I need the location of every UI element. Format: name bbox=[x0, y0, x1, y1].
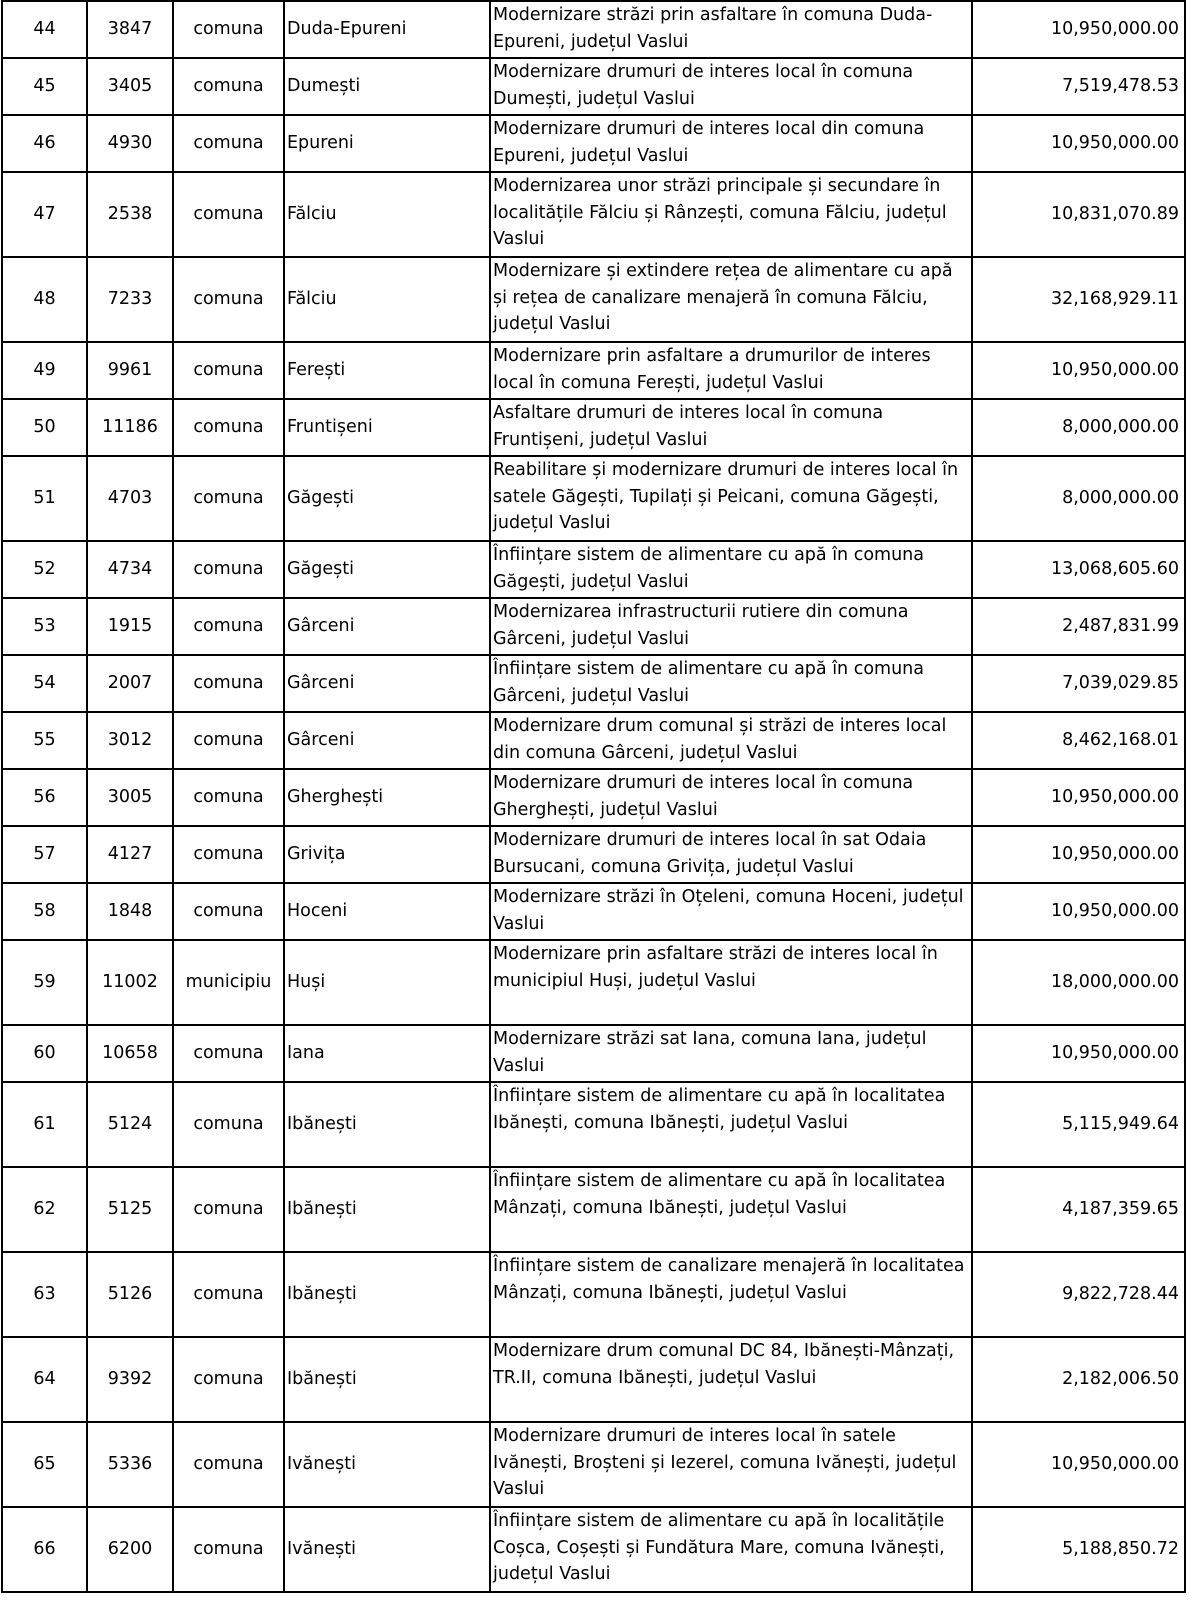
project-cell: Modernizare drum comunal și străzi de interes local din comuna Gârceni, județul Vaslui bbox=[490, 712, 972, 769]
locality-cell: Huși bbox=[284, 940, 490, 1025]
unit-type-cell: comuna bbox=[173, 399, 284, 456]
id-cell: 9392 bbox=[87, 1337, 173, 1422]
row-number-cell: 44 bbox=[2, 1, 87, 58]
amount-cell: 10,950,000.00 bbox=[972, 883, 1185, 940]
row-number-cell: 58 bbox=[2, 883, 87, 940]
investment-table bbox=[1, 0, 1186, 1593]
amount-cell: 4,187,359.65 bbox=[972, 1167, 1185, 1252]
row-number-cell: 47 bbox=[2, 172, 87, 257]
row-number-cell: 55 bbox=[2, 712, 87, 769]
locality-cell: Ibănești bbox=[284, 1167, 490, 1252]
row-number-cell: 56 bbox=[2, 769, 87, 826]
locality-cell: Ivănești bbox=[284, 1422, 490, 1507]
table-row bbox=[2, 342, 1185, 399]
table-row bbox=[2, 257, 1185, 342]
unit-type-cell: comuna bbox=[173, 456, 284, 541]
id-cell: 6200 bbox=[87, 1507, 173, 1592]
locality-cell: Ibănești bbox=[284, 1082, 490, 1167]
row-number-cell: 46 bbox=[2, 115, 87, 172]
row-number-cell: 60 bbox=[2, 1025, 87, 1082]
locality-cell: Ibănești bbox=[284, 1252, 490, 1337]
locality-cell: Iana bbox=[284, 1025, 490, 1082]
amount-cell: 10,950,000.00 bbox=[972, 826, 1185, 883]
unit-type-cell: comuna bbox=[173, 115, 284, 172]
unit-type-cell: comuna bbox=[173, 1082, 284, 1167]
id-cell: 5336 bbox=[87, 1422, 173, 1507]
locality-cell: Fruntișeni bbox=[284, 399, 490, 456]
table-row bbox=[2, 58, 1185, 115]
unit-type-cell: comuna bbox=[173, 655, 284, 712]
table-row bbox=[2, 1, 1185, 58]
table-row bbox=[2, 712, 1185, 769]
table-row bbox=[2, 1025, 1185, 1082]
amount-cell: 10,950,000.00 bbox=[972, 1422, 1185, 1507]
amount-cell: 10,950,000.00 bbox=[972, 1025, 1185, 1082]
unit-type-cell: comuna bbox=[173, 342, 284, 399]
id-cell: 5124 bbox=[87, 1082, 173, 1167]
id-cell: 5126 bbox=[87, 1252, 173, 1337]
id-cell: 3012 bbox=[87, 712, 173, 769]
locality-cell: Ivănești bbox=[284, 1507, 490, 1592]
id-cell: 4127 bbox=[87, 826, 173, 883]
project-cell: Modernizare drumuri de interes local în sat Odaia Bursucani, comuna Grivița, județul Vaslui bbox=[490, 826, 972, 883]
unit-type-cell: comuna bbox=[173, 1422, 284, 1507]
locality-cell: Duda-Epureni bbox=[284, 1, 490, 58]
table-row bbox=[2, 1337, 1185, 1422]
unit-type-cell: comuna bbox=[173, 1167, 284, 1252]
table-row bbox=[2, 655, 1185, 712]
amount-cell: 10,831,070.89 bbox=[972, 172, 1185, 257]
locality-cell: Găgești bbox=[284, 541, 490, 598]
locality-cell: Gârceni bbox=[284, 655, 490, 712]
row-number-cell: 62 bbox=[2, 1167, 87, 1252]
locality-cell: Gârceni bbox=[284, 598, 490, 655]
row-number-cell: 50 bbox=[2, 399, 87, 456]
amount-cell: 9,822,728.44 bbox=[972, 1252, 1185, 1337]
row-number-cell: 45 bbox=[2, 58, 87, 115]
locality-cell: Gherghești bbox=[284, 769, 490, 826]
row-number-cell: 53 bbox=[2, 598, 87, 655]
unit-type-cell: comuna bbox=[173, 58, 284, 115]
project-cell: Reabilitare și modernizare drumuri de interes local în satele Găgești, Tupilați și Peicani, comuna Găgești, județul Vaslui bbox=[490, 456, 972, 541]
id-cell: 4930 bbox=[87, 115, 173, 172]
project-cell: Modernizarea unor străzi principale și secundare în localitățile Fălciu și Rânzești, comuna Fălciu, județul Vaslui bbox=[490, 172, 972, 257]
unit-type-cell: comuna bbox=[173, 172, 284, 257]
id-cell: 1848 bbox=[87, 883, 173, 940]
table-row bbox=[2, 1507, 1185, 1592]
id-cell: 3005 bbox=[87, 769, 173, 826]
unit-type-cell: comuna bbox=[173, 257, 284, 342]
row-number-cell: 59 bbox=[2, 940, 87, 1025]
amount-cell: 10,950,000.00 bbox=[972, 115, 1185, 172]
project-cell: Modernizare prin asfaltare străzi de interes local în municipiul Huși, județul Vaslui bbox=[490, 940, 972, 1025]
table-row bbox=[2, 883, 1185, 940]
amount-cell: 32,168,929.11 bbox=[972, 257, 1185, 342]
locality-cell: Hoceni bbox=[284, 883, 490, 940]
id-cell: 5125 bbox=[87, 1167, 173, 1252]
project-cell: Modernizare străzi în Oțeleni, comuna Hoceni, județul Vaslui bbox=[490, 883, 972, 940]
amount-cell: 8,462,168.01 bbox=[972, 712, 1185, 769]
amount-cell: 10,950,000.00 bbox=[972, 769, 1185, 826]
amount-cell: 7,519,478.53 bbox=[972, 58, 1185, 115]
row-number-cell: 48 bbox=[2, 257, 87, 342]
amount-cell: 13,068,605.60 bbox=[972, 541, 1185, 598]
project-cell: Înființare sistem de alimentare cu apă în comuna Gârceni, județul Vaslui bbox=[490, 655, 972, 712]
unit-type-cell: comuna bbox=[173, 1252, 284, 1337]
unit-type-cell: comuna bbox=[173, 769, 284, 826]
table-row bbox=[2, 115, 1185, 172]
locality-cell: Găgești bbox=[284, 456, 490, 541]
row-number-cell: 54 bbox=[2, 655, 87, 712]
amount-cell: 8,000,000.00 bbox=[972, 399, 1185, 456]
table-row bbox=[2, 826, 1185, 883]
id-cell: 11186 bbox=[87, 399, 173, 456]
unit-type-cell: comuna bbox=[173, 712, 284, 769]
unit-type-cell: comuna bbox=[173, 541, 284, 598]
locality-cell: Fălciu bbox=[284, 257, 490, 342]
id-cell: 1915 bbox=[87, 598, 173, 655]
id-cell: 10658 bbox=[87, 1025, 173, 1082]
project-cell: Asfaltare drumuri de interes local în comuna Fruntișeni, județul Vaslui bbox=[490, 399, 972, 456]
id-cell: 4703 bbox=[87, 456, 173, 541]
project-cell: Înființare sistem de alimentare cu apă în localitățile Coșca, Coșești și Fundătura Mare, comuna Ivănești, județul Vaslui bbox=[490, 1507, 972, 1592]
project-cell: Modernizare drumuri de interes local în comuna Dumești, județul Vaslui bbox=[490, 58, 972, 115]
table-row bbox=[2, 769, 1185, 826]
locality-cell: Ibănești bbox=[284, 1337, 490, 1422]
row-number-cell: 52 bbox=[2, 541, 87, 598]
unit-type-cell: comuna bbox=[173, 598, 284, 655]
row-number-cell: 57 bbox=[2, 826, 87, 883]
row-number-cell: 64 bbox=[2, 1337, 87, 1422]
row-number-cell: 65 bbox=[2, 1422, 87, 1507]
project-cell: Modernizare drumuri de interes local în comuna Gherghești, județul Vaslui bbox=[490, 769, 972, 826]
locality-cell: Ferești bbox=[284, 342, 490, 399]
project-cell: Modernizare drumuri de interes local în satele Ivănești, Broșteni și Iezerel, comuna Ivănești, județul Vaslui bbox=[490, 1422, 972, 1507]
project-cell: Înființare sistem de canalizare menajeră în localitatea Mânzați, comuna Ibănești, județul Vaslui bbox=[490, 1252, 972, 1337]
id-cell: 2538 bbox=[87, 172, 173, 257]
amount-cell: 18,000,000.00 bbox=[972, 940, 1185, 1025]
table-row bbox=[2, 172, 1185, 257]
id-cell: 2007 bbox=[87, 655, 173, 712]
project-cell: Modernizare și extindere rețea de alimentare cu apă și rețea de canalizare menajeră în comuna Fălciu, județul Vaslui bbox=[490, 257, 972, 342]
project-cell: Modernizare străzi sat Iana, comuna Iana, județul Vaslui bbox=[490, 1025, 972, 1082]
locality-cell: Gârceni bbox=[284, 712, 490, 769]
id-cell: 3405 bbox=[87, 58, 173, 115]
amount-cell: 2,487,831.99 bbox=[972, 598, 1185, 655]
amount-cell: 10,950,000.00 bbox=[972, 342, 1185, 399]
table-row bbox=[2, 541, 1185, 598]
amount-cell: 5,188,850.72 bbox=[972, 1507, 1185, 1592]
table-row bbox=[2, 1167, 1185, 1252]
id-cell: 9961 bbox=[87, 342, 173, 399]
unit-type-cell: comuna bbox=[173, 1, 284, 58]
amount-cell: 8,000,000.00 bbox=[972, 456, 1185, 541]
amount-cell: 2,182,006.50 bbox=[972, 1337, 1185, 1422]
locality-cell: Epureni bbox=[284, 115, 490, 172]
row-number-cell: 61 bbox=[2, 1082, 87, 1167]
id-cell: 4734 bbox=[87, 541, 173, 598]
amount-cell: 5,115,949.64 bbox=[972, 1082, 1185, 1167]
amount-cell: 7,039,029.85 bbox=[972, 655, 1185, 712]
table-row bbox=[2, 1082, 1185, 1167]
row-number-cell: 51 bbox=[2, 456, 87, 541]
unit-type-cell: comuna bbox=[173, 1337, 284, 1422]
id-cell: 3847 bbox=[87, 1, 173, 58]
unit-type-cell: municipiu bbox=[173, 940, 284, 1025]
project-cell: Înființare sistem de alimentare cu apă în comuna Găgești, județul Vaslui bbox=[490, 541, 972, 598]
table-row bbox=[2, 1252, 1185, 1337]
amount-cell: 10,950,000.00 bbox=[972, 1, 1185, 58]
table-body bbox=[2, 1, 1185, 1592]
row-number-cell: 66 bbox=[2, 1507, 87, 1592]
project-cell: Modernizare prin asfaltare a drumurilor de interes local în comuna Ferești, județul Vaslui bbox=[490, 342, 972, 399]
row-number-cell: 63 bbox=[2, 1252, 87, 1337]
table-row bbox=[2, 598, 1185, 655]
unit-type-cell: comuna bbox=[173, 1507, 284, 1592]
locality-cell: Dumești bbox=[284, 58, 490, 115]
table-row bbox=[2, 399, 1185, 456]
project-cell: Înființare sistem de alimentare cu apă în localitatea Mânzați, comuna Ibănești, județul Vaslui bbox=[490, 1167, 972, 1252]
id-cell: 11002 bbox=[87, 940, 173, 1025]
project-cell: Modernizarea infrastructurii rutiere din comuna Gârceni, județul Vaslui bbox=[490, 598, 972, 655]
project-cell: Modernizare drumuri de interes local din comuna Epureni, județul Vaslui bbox=[490, 115, 972, 172]
unit-type-cell: comuna bbox=[173, 1025, 284, 1082]
unit-type-cell: comuna bbox=[173, 826, 284, 883]
row-number-cell: 49 bbox=[2, 342, 87, 399]
table-row bbox=[2, 940, 1185, 1025]
project-cell: Înființare sistem de alimentare cu apă în localitatea Ibănești, comuna Ibănești, județul Vaslui bbox=[490, 1082, 972, 1167]
id-cell: 7233 bbox=[87, 257, 173, 342]
locality-cell: Fălciu bbox=[284, 172, 490, 257]
unit-type-cell: comuna bbox=[173, 883, 284, 940]
project-cell: Modernizare drum comunal DC 84, Ibănești-Mânzați, TR.II, comuna Ibănești, județul Vaslui bbox=[490, 1337, 972, 1422]
project-cell: Modernizare străzi prin asfaltare în comuna Duda-Epureni, județul Vaslui bbox=[490, 1, 972, 58]
table-row bbox=[2, 456, 1185, 541]
locality-cell: Grivița bbox=[284, 826, 490, 883]
table-row bbox=[2, 1422, 1185, 1507]
